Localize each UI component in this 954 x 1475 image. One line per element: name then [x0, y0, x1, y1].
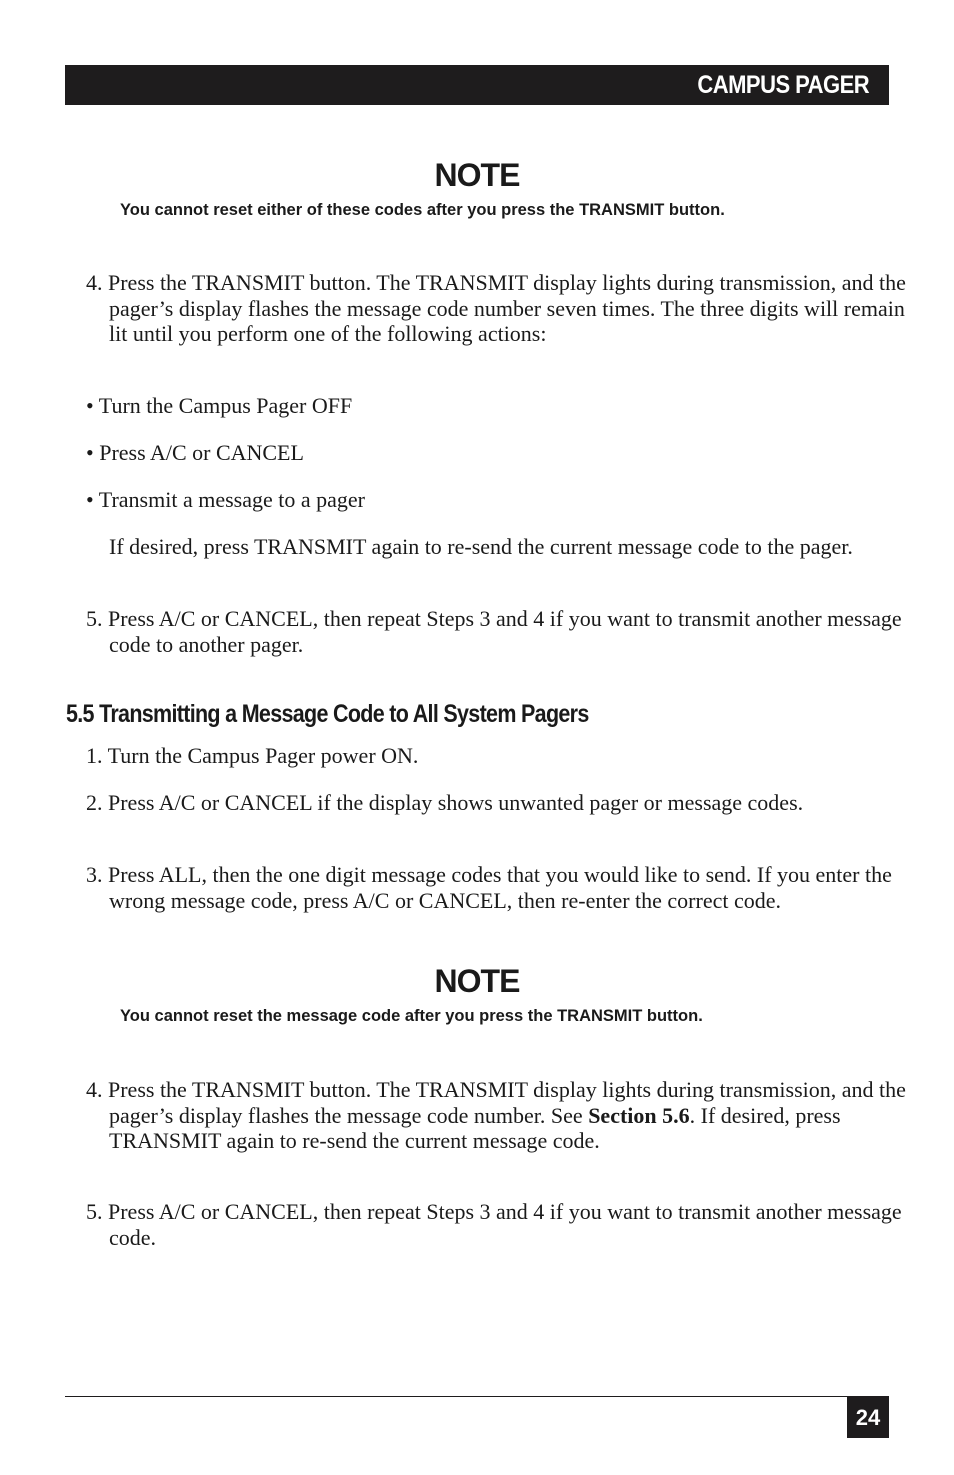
section-reference: Section 5.6 — [588, 1102, 690, 1128]
section-heading: 5.5 Transmitting a Message Code to All System Pagers — [66, 700, 589, 728]
resend-paragraph: If desired, press TRANSMIT again to re-send the current message code to the pager. — [109, 534, 853, 559]
note-text: You cannot reset the message code after you press the TRANSMIT button. — [120, 1007, 703, 1025]
step-4-paragraph — [86, 1077, 909, 1154]
step-4-text: 4. Press the TRANSMIT button. The TRANSMIT display lights during transmission, and the pager’s display flashes the message code number. See — [86, 1077, 906, 1128]
note-heading: NOTE — [434, 963, 520, 999]
footer-rule — [65, 1396, 889, 1397]
note-text: You cannot reset either of these codes after you press the TRANSMIT button. — [120, 201, 725, 219]
note-heading: NOTE — [434, 157, 520, 193]
bullet-item: • Press A/C or CANCEL — [86, 440, 304, 465]
header-title: CAMPUS PAGER — [697, 70, 869, 99]
step-4-text-end: . If desired, press TRANSMIT again to re-send the current message code. — [109, 1102, 841, 1153]
step-3-paragraph: 3. Press ALL, then the one digit message codes that you would like to send. If you enter the wrong message code, press A/C or CANCEL, then re-enter the correct code. — [86, 862, 892, 913]
step-2-paragraph: 2. Press A/C or CANCEL if the display shows unwanted pager or message codes. — [86, 790, 804, 815]
step-4-paragraph: 4. Press the TRANSMIT button. The TRANSMIT display lights during transmission, and the pager’s display flashes the message code number seven times. The three digits will remain lit until you perform one of the following actions: — [86, 270, 906, 346]
page-number: 24 — [847, 1397, 889, 1438]
bullet-item: • Turn the Campus Pager OFF — [86, 393, 353, 418]
header-bar — [65, 65, 889, 105]
step-1-paragraph: 1. Turn the Campus Pager power ON. — [86, 743, 419, 768]
bullet-item: • Transmit a message to a pager — [86, 487, 365, 512]
step-5-paragraph: 5. Press A/C or CANCEL, then repeat Steps 3 and 4 if you want to transmit another message code. — [86, 1199, 902, 1250]
step-5-paragraph: 5. Press A/C or CANCEL, then repeat Steps 3 and 4 if you want to transmit another message code to another pager. — [86, 606, 902, 657]
